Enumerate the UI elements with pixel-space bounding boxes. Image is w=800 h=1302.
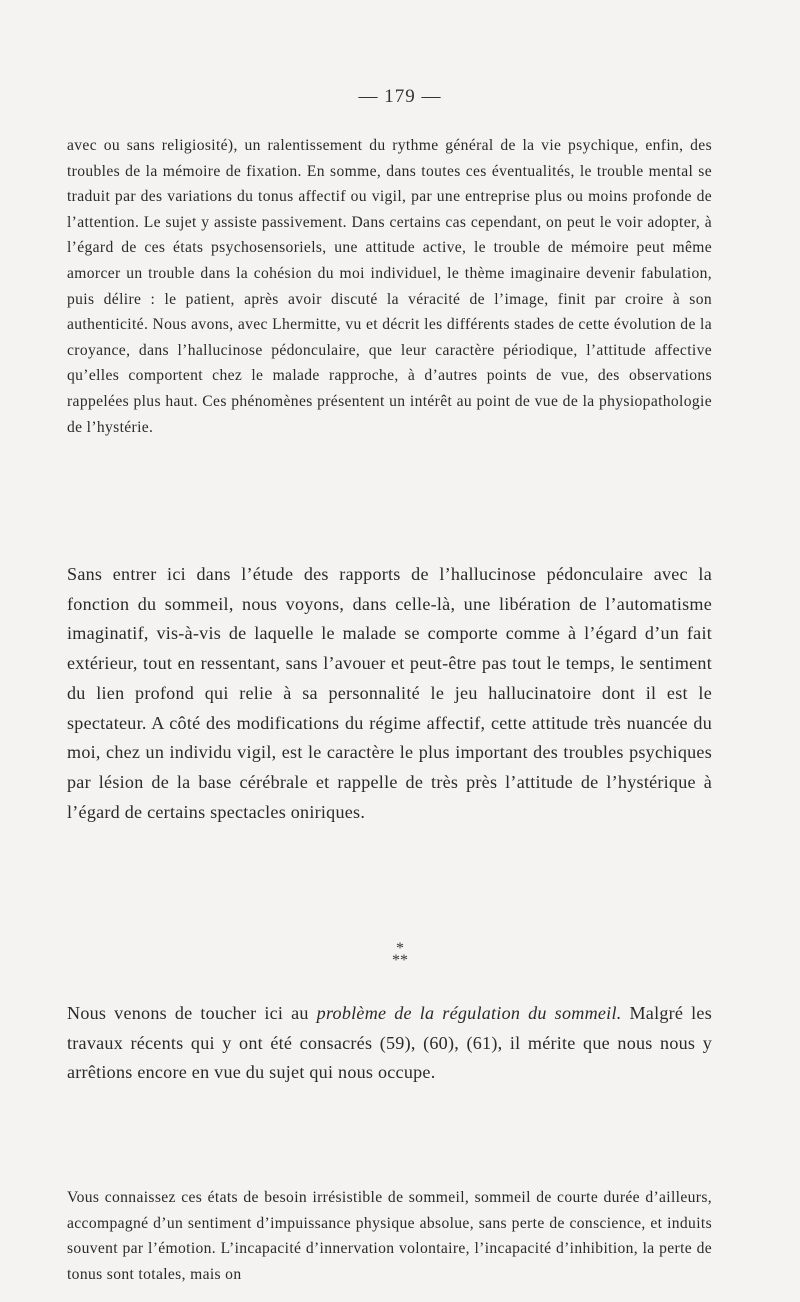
paragraph-4: Vous connaissez ces états de besoin irrésistible de sommeil, sommeil de courte durée d’ailleurs, accompagné d’un sentiment d’impuissance physique absolue, sans perte de conscience, et induits souvent par l’émotion. L’incapacité d’innervation volontaire, l’incapacité d’inhibition, la perte de tonus sont totales, mais on	[67, 1189, 712, 1283]
paragraph-1: avec ou sans religiosité), un ralentissement du rythme général de la vie psychique, enfin, des troubles de la mémoire de fixation. En somme, dans toutes ces éventualités, le trouble mental se traduit par des variations du tonus affectif ou vigil, par une entreprise plus ou moins profonde de l’attention. Le sujet y assiste passivement. Dans certains cas cependant, on peut le voir adopter, à l’égard de ces états psychosensoriels, une attitude active, le trouble de mémoire peut même amorcer un trouble dans la cohésion du moi individuel, le thème imaginaire devenir fabulation, puis délire : le patient, après avoir discuté la véracité de l’image, finit par croire à son authenticité. Nous avons, avec Lhermitte, vu et décrit les différents stades de cette évolution de la croyance, dans l’hallucinose pédonculaire, que leur caractère périodique, l’attitude affective qu’elles comportent chez le malade rapproche, à d’autres points de vue, des observations rappelées plus haut. Ces phénomènes présentent un intérêt au point de vue de la physiopathologie de l’hystérie.	[67, 137, 712, 436]
paragraph-3	[67, 999, 712, 1088]
paragraph-2: Sans entrer ici dans l’étude des rapports de l’hallucinose pédonculaire avec la fonction du sommeil, nous voyons, dans celle-là, une libération de l’automatisme imaginatif, vis-à-vis de laquelle le malade se comporte comme à l’égard d’un fait extérieur, tout en ressentant, sans l’avouer et peut-être pas tout le temps, le sentiment du lien profond qui relie à sa personnalité le jeu hallucinatoire dont il est le spectateur. A côté des modifications du régime affectif, cette attitude très nuancée du moi, chez un individu vigil, est le caractère le plus important des troubles psychiques par lésion de la base cérébrale et rappelle de très près l’attitude de l’hystérique à l’égard de certains spectacles oniriques.	[67, 564, 712, 822]
asterism-top: *	[396, 940, 404, 957]
asterism-bottom: **	[392, 952, 408, 969]
paragraph-3-italic: problème de la régulation du sommeil.	[316, 1003, 622, 1023]
page-number: — 179 —	[358, 86, 442, 107]
paragraph-3-start: Nous venons de toucher ici au	[67, 1003, 317, 1023]
paragraph-3-end: Malgré les travaux récents qui y ont été consacrés (59), (60), (61), il mérite que nous nous y arrêtions encore en vue du sujet qui nous occupe.	[67, 1003, 712, 1083]
section-separator	[0, 940, 800, 969]
